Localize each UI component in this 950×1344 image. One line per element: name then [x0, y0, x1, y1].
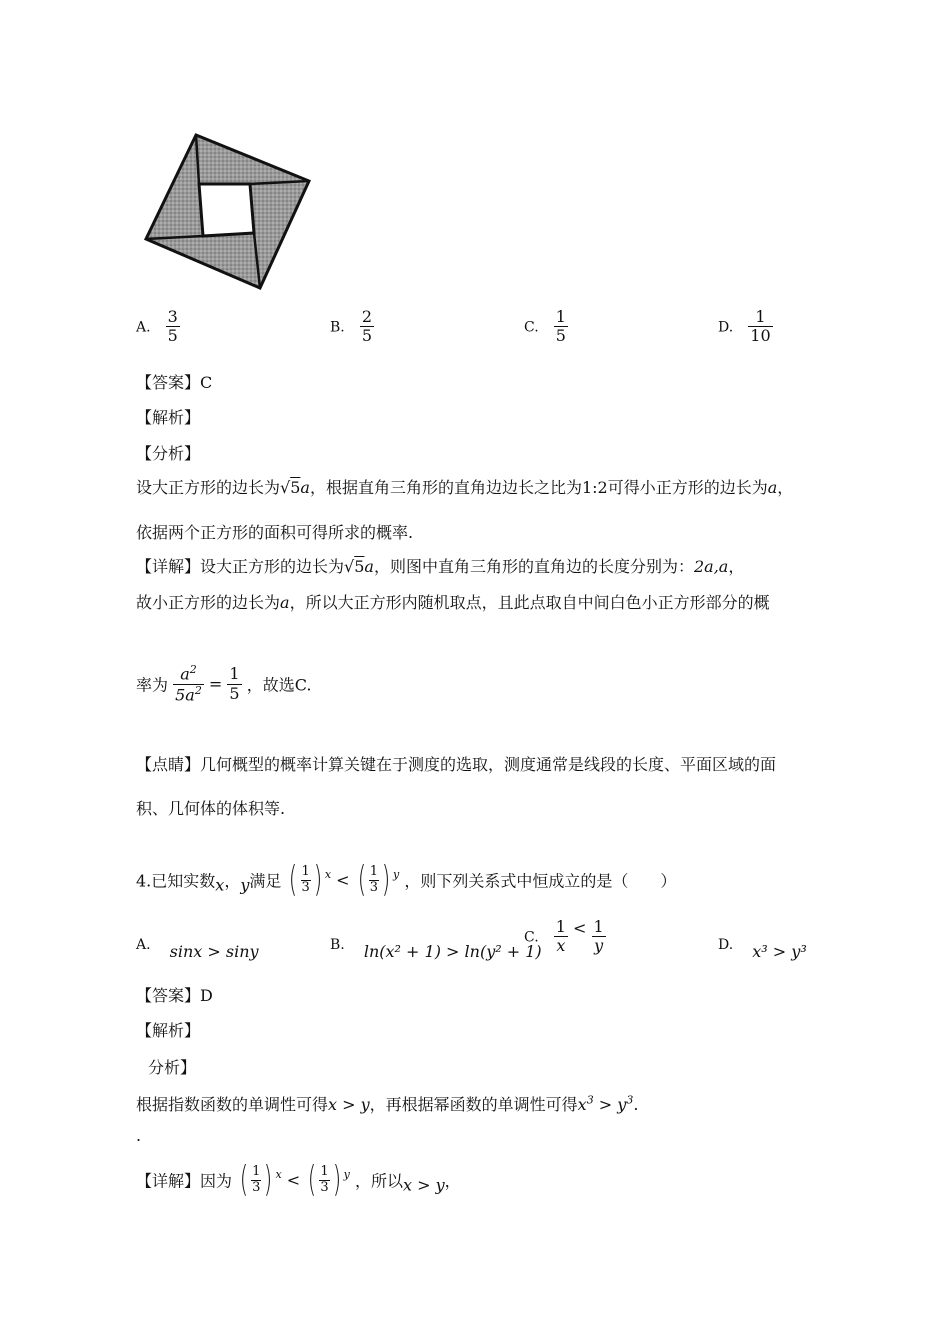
q4-answer: 【答案】D — [136, 986, 213, 1005]
inner-white-square — [199, 184, 254, 236]
q3-dianjing-line-1: 【点睛】几何概型的概率计算关键在于测度的选取，测度通常是线段的长度、平面区域的面 — [136, 755, 777, 774]
q3-option-b[interactable]: B. $\frac{2}{5}$ — [330, 307, 373, 346]
q3-detail-line-2: 故小正方形的边长为a，所以大正方形内随机取点，且此点取自中间白色小正方形部分的概 — [136, 593, 770, 612]
q3-analysis-line-1: 设大正方形的边长为√5a，根据直角三角形的直角边边长之比为1:2可得小正方形的边长为a， — [136, 478, 794, 497]
q4-stem: 4.已知实数x，y满足 ( $\frac{1}{3}$ ) $^x$ < ( $\frac{1}{3}$ ) $^y$ ，则下列关系式中恒成立的是（ ） — [136, 859, 677, 900]
q3-option-d[interactable]: D. $\frac{1}{10}$ — [718, 307, 771, 346]
option-label: C. — [524, 319, 539, 336]
q4-dot: . — [136, 1126, 142, 1145]
q3-fenxi-heading: 【分析】 — [136, 444, 201, 463]
q3-dianjing-line-2: 积、几何体的体积等. — [136, 799, 286, 818]
q3-detail-line-1: 【详解】设大正方形的边长为√5a，则图中直角三角形的直角边的长度分别为：2a,a， — [136, 557, 745, 576]
q4-fenxi-heading: 分析】 — [148, 1058, 197, 1077]
option-label: B. — [330, 319, 345, 336]
q3-jiexi-heading: 【解析】 — [136, 408, 201, 427]
q3-option-c[interactable]: C. $\frac{1}{5}$ — [524, 307, 566, 346]
inequality-expression: ( $\frac{1}{3}$ ) $^x$ < ( $\frac{1}{3}$ ) $^y$ — [239, 1159, 350, 1200]
q3-analysis-line-2: 依据两个正方形的面积可得所求的概率. — [136, 523, 414, 542]
q4-detail-line: 【详解】因为 ( $\frac{1}{3}$ ) $^x$ < ( $\frac{1}{3}$ ) $^y$ ，所以x > y， — [136, 1159, 461, 1200]
inequality-expression: ( $\frac{1}{3}$ ) $^x$ < ( $\frac{1}{3}$ ) $^y$ — [289, 859, 400, 900]
q4-option-b[interactable]: B. ln(x² + 1) > ln(y² + 1) — [330, 937, 542, 961]
option-label: D. — [718, 319, 734, 336]
q4-analysis-line: 根据指数函数的单调性可得x > y，再根据幂函数的单调性可得$x^3 > y^3$. — [136, 1093, 639, 1114]
q4-option-a[interactable]: A. sinx > siny — [136, 937, 259, 961]
option-label: A. — [136, 319, 151, 336]
q4-option-c[interactable]: C. $\frac{1}{x}$ < $\frac{1}{y}$ — [524, 917, 604, 956]
pinwheel-square-figure — [138, 128, 316, 294]
q3-detail-line-3: 率为 $\frac{a^2}{5a^2}$ = $\frac{1}{5}$ ，故选C. — [136, 663, 312, 705]
q3-answer: 【答案】C — [136, 373, 213, 392]
probability-fraction: $\frac{a^2}{5a^2}$ — [175, 663, 202, 705]
q4-option-d[interactable]: D. x³ > y³ — [718, 937, 807, 961]
q4-jiexi-heading: 【解析】 — [136, 1021, 201, 1040]
q3-option-a[interactable]: A. $\frac{3}{5}$ — [136, 307, 178, 346]
